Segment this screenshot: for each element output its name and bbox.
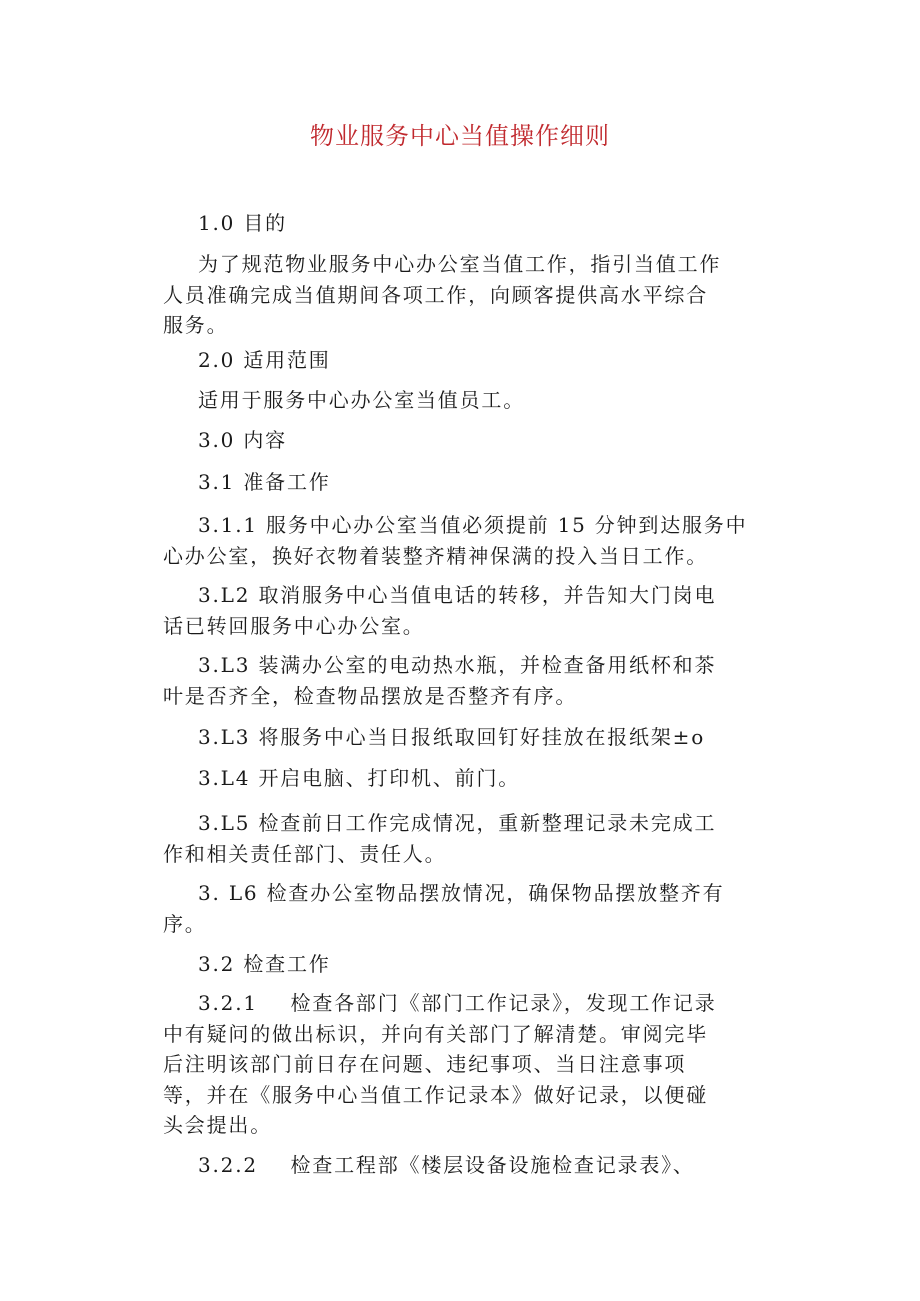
text-line: 3.L2 取消服务中心当值电话的转移，并告知大门岗电 — [198, 583, 717, 607]
paragraph-3-1-4 — [163, 763, 763, 794]
heading-content-text: 3.0 内容 — [198, 428, 287, 452]
paragraph-3-1-3b — [163, 722, 763, 753]
paragraph-3-2-2 — [163, 1150, 763, 1181]
text-line: 头会提出。 — [163, 1113, 272, 1137]
text-line: 3.1.1 服务中心办公室当值必须提前 15 分钟到达服务中 — [198, 513, 748, 537]
heading-purpose — [163, 208, 763, 239]
text-line: 3.2.2 检查工程部《楼层设备设施检查记录表》、 — [198, 1153, 695, 1177]
paragraph-3-1-2 — [163, 580, 763, 641]
heading-scope — [163, 345, 763, 376]
text-line: 心办公室，换好衣物着装整齐精神保满的投入当日工作。 — [163, 543, 708, 568]
text-line: 为了规范物业服务中心办公室当值工作，指引当值工作 — [198, 252, 722, 276]
heading-purpose-text: 1.0 目的 — [198, 211, 287, 235]
text-line: 后注明该部门前日存在问题、违纪事项、当日注意事项 — [163, 1052, 687, 1076]
text-line: 作和相关责任部门、责任人。 — [163, 841, 447, 866]
paragraph-3-1-6 — [163, 878, 763, 939]
paragraph-purpose — [163, 249, 763, 341]
heading-preparation-text: 3.1 准备工作 — [198, 470, 331, 494]
text-line: 人员准确完成当值期间各项工作，向顾客提供高水平综合 — [163, 282, 708, 307]
text-line: 话已转回服务中心办公室。 — [163, 613, 425, 638]
paragraph-3-1-3a — [163, 650, 763, 711]
text-line: 适用于服务中心办公室当值员工。 — [198, 388, 525, 412]
heading-content — [163, 425, 763, 456]
document-title: 物业服务中心当值操作细则 — [310, 122, 610, 150]
heading-preparation — [163, 467, 763, 498]
heading-check — [163, 949, 763, 980]
heading-scope-text: 2.0 适用范围 — [198, 348, 331, 372]
text-line: 叶是否齐全，检查物品摆放是否整齐有序。 — [163, 683, 578, 708]
text-line: 3. L6 检查办公室物品摆放情况，确保物品摆放整齐有 — [198, 881, 725, 905]
text-line: 等，并在《服务中心当值工作记录本》做好记录，以便碰 — [163, 1082, 708, 1107]
paragraph-3-1-1 — [163, 510, 763, 571]
paragraph-3-2-1 — [163, 988, 763, 1141]
heading-check-text: 3.2 检查工作 — [198, 952, 331, 976]
text-line: 3.2.1 检查各部门《部门工作记录》，发现工作记录 — [198, 991, 717, 1015]
text-line: 3.L3 将服务中心当日报纸取回钉好挂放在报纸架±o — [198, 725, 706, 749]
paragraph-scope — [163, 385, 763, 416]
text-line: 服务。 — [163, 313, 229, 337]
paragraph-3-1-5 — [163, 808, 763, 869]
text-line: 3.L4 开启电脑、打印机、前门。 — [198, 766, 521, 790]
text-line: 中有疑问的做出标识，并向有关部门了解清楚。审阅完毕 — [163, 1021, 708, 1046]
text-line: 3.L3 装满办公室的电动热水瓶，并检查备用纸杯和茶 — [198, 653, 717, 677]
text-line: 序。 — [163, 911, 207, 936]
text-line: 3.L5 检查前日工作完成情况，重新整理记录未完成工 — [198, 811, 717, 835]
